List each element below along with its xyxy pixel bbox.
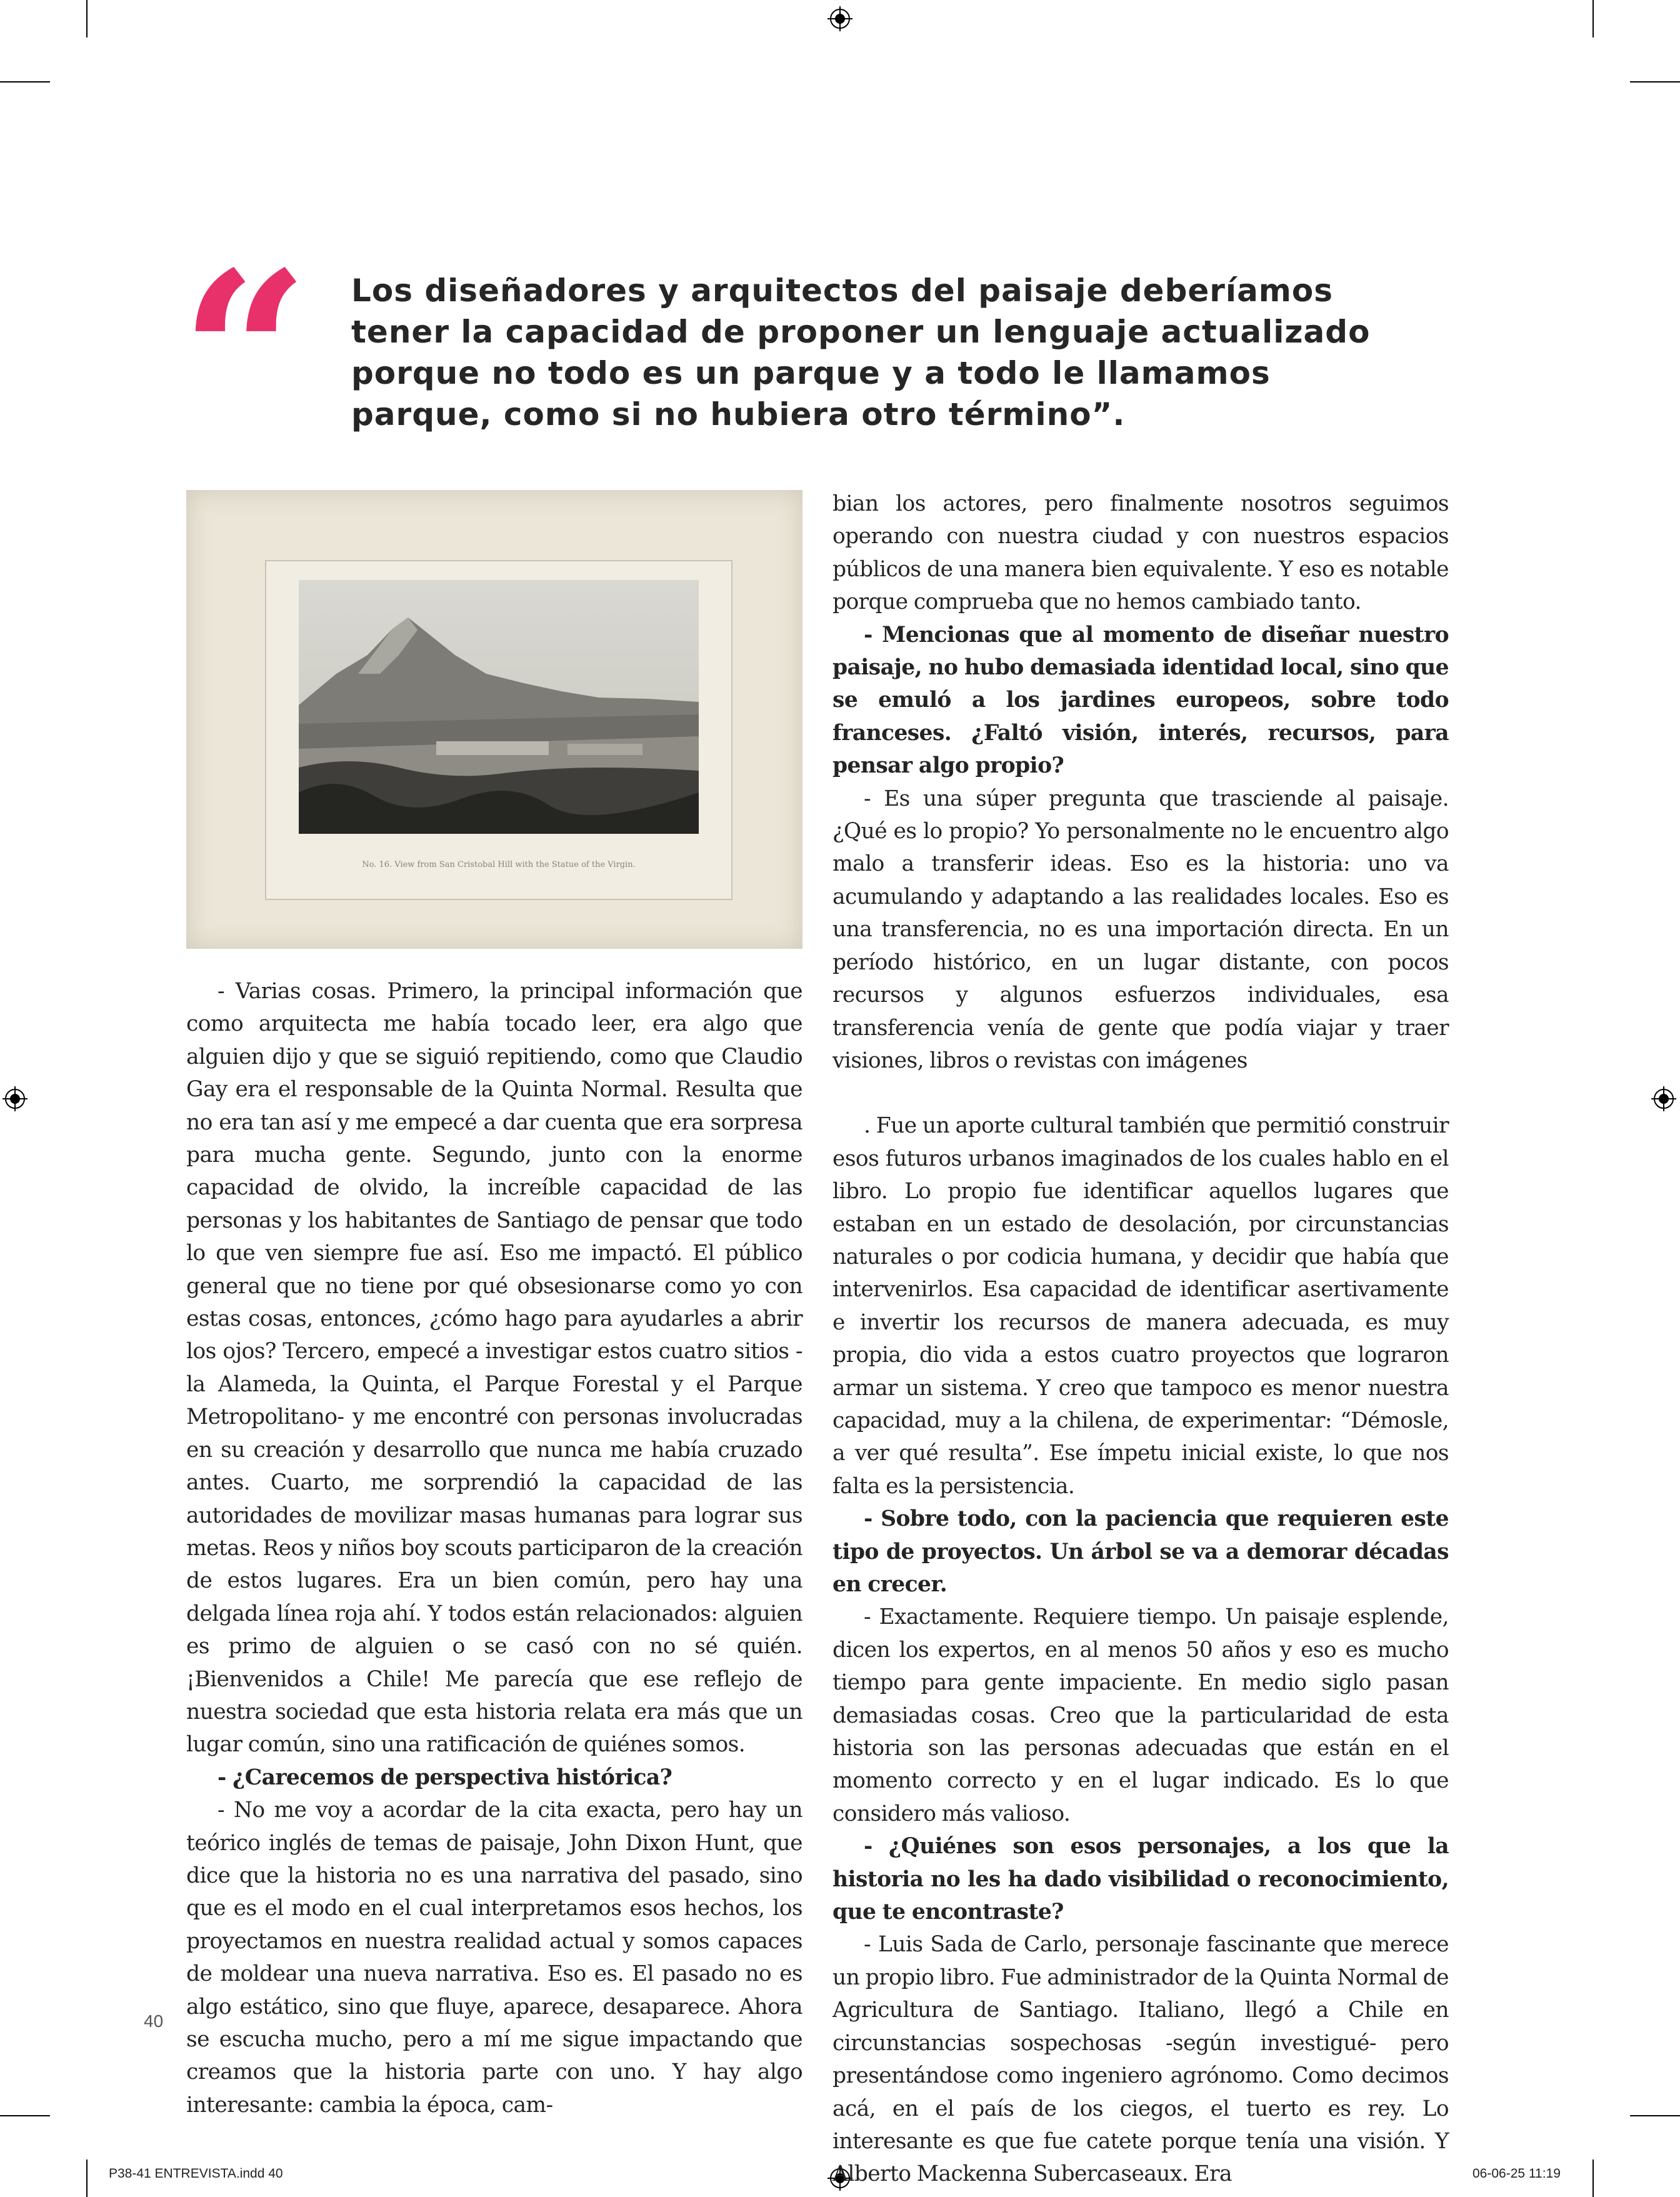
page-number: 40: [144, 2011, 164, 2031]
left-column: [186, 975, 802, 2121]
answer-paragraph: - Luis Sada de Carlo, personaje fascinante que merece un propio libro. Fue administrador de la Quinta Normal de Agricultura de Santiago. Italiano, llegó a Chile en circunstancias sospechosas -según investigué- pero presentándose como ingeniero agrónomo. Como decimos acá, en el país de los ciegos, el tuerto es rey. Lo interesante es que fue catete porque tenía una visión. Y Alberto Mackenna Subercaseaux. Era: [832, 1932, 1449, 2187]
answer-paragraph: - Es una súper pregunta que trasciende al paisaje. ¿Qué es lo propio? Yo personalmente no le encuentro algo malo a transferir ideas. Eso es la historia: uno va acumulando y adaptando a las realidades locales. Eso es una transferencia, no es una importación directa. En un período histórico, en un lugar distante, con pocos recursos y algunos esfuerzos individuales, esa transferencia venía de gente que podía viajar y traer visiones, libros o revistas con imágenes: [832, 786, 1449, 1073]
registration-mark-icon: [1651, 1086, 1676, 1111]
slug-datetime: 06-06-25 11:19: [1472, 2166, 1561, 2181]
pull-quote: Los diseñadores y arquitectos del paisaje deberíamos tener la capacidad de proponer un lenguaje actualizado porque no todo es un parque y a todo le llamamos parque, como si no hubiera otro término”.: [351, 273, 1371, 433]
question-paragraph: - ¿Quiénes son esos personajes, a los que la historia no les ha dado visibilidad o reconocimiento, que te encontraste?: [832, 1834, 1449, 1925]
crop-mark: [0, 81, 50, 83]
photo-mount: [265, 560, 732, 900]
answer-paragraph: - Varias cosas. Primero, la principal información que como arquitecta me había tocado leer, era algo que alguien dijo y que se siguió repitiendo, como que Claudio Gay era el responsable de la Quinta Normal. Resulta que no era tan así y me empecé a dar cuenta que era sorpresa para mucha gente. Segundo, junto con la enorme capacidad de olvido, la increíble capacidad de las personas y los habitantes de Santiago de pensar que todo lo que ven siempre fue así. Eso me impactó. El público general que no tiene por qué obsesionarse como yo con estas cosas, entonces, ¿cómo hago para ayudarles a abrir los ojos? Tercero, empecé a investigar estos cuatro sitios -la Alameda, la Quinta, el Parque Forestal y el Parque Metropolitano- y me encontré con personas involucradas en su creación y desarrollo que nunca me había cruzado antes. Cuarto, me sorprendió la capacidad de las autoridades de movilizar masas humanas para lograr sus metas. Reos y niños boy scouts participaron de la creación de estos lugares. Era un bien común, pero hay una delgada línea roja ahí. Y todos están relacionados: alguien es primo de alguien o se casó con no sé quién. ¡Bienvenidos a Chile! Me parecía que ese reflejo de nuestra sociedad que esta historia relata era más que un lugar común, sino una ratificación de quiénes somos.: [186, 979, 802, 1758]
registration-mark-icon: [2, 1086, 28, 1111]
answer-paragraph: - No me voy a acordar de la cita exacta, pero hay un teórico inglés de temas de paisaje, John Dixon Hunt, que dice que la historia no es una narrativa del pasado, sino que es el modo en el cual interpretamos esos hechos, los proyectamos en nuestra realidad actual y somos capaces de moldear una nueva narrativa. Eso es. El pasado no es algo estático, sino que fluye, aparece, desaparece. Ahora se escucha mucho, pero a mí me sigue impactando que creamos que la historia parte con uno. Y hay algo interesante: cambia la época, cam-: [186, 1798, 802, 2118]
question-paragraph: - Sobre todo, con la paciencia que requieren este tipo de proyectos. Un árbol se va a demorar décadas en crecer.: [832, 1506, 1449, 1597]
question-paragraph: - Mencionas que al momento de diseñar nuestro paisaje, no hubo demasiada identidad local, sino que se emuló a los jardines europeos, sobre todo franceses. ¿Faltó visión, interés, recursos, para pensar algo propio?: [832, 622, 1449, 779]
crop-mark: [86, 0, 88, 38]
crop-mark: [1630, 2115, 1680, 2116]
slug-filename: P38-41 ENTREVISTA.indd 40: [109, 2166, 283, 2181]
historic-photo: [186, 490, 802, 949]
answer-paragraph: . Fue un aporte cultural también que permitió construir esos futuros urbanos imaginados de los cuales hablo en el libro. Lo propio fue identificar aquellos lugares que estaban en un estado de desolación, por circunstancias naturales o por codicia humana, y decidir que había que intervenirlos. Esa capacidad de identificar asertivamente e invertir los recursos de manera adecuada, es muy propia, dio vida a estos cuatro proyectos que lograron armar un sistema. Y creo que tampoco es menor nuestra capacidad, muy a la chilena, de experimentar: “Démosle, a ver qué resulta”. Ese ímpetu inicial existe, lo que nos falta es la persistencia.: [832, 1113, 1449, 1499]
photo-print: [299, 580, 699, 834]
crop-mark: [1630, 81, 1680, 83]
crop-mark: [86, 2159, 88, 2197]
continued-paragraph: bian los actores, pero finalmente nosotros seguimos operando con nuestra ciudad y con nuestros espacios públicos de una manera bien equivalente. Y eso es notable porque comprueba que no hemos cambiado tanto.: [832, 491, 1449, 615]
landscape-image: [299, 580, 699, 834]
crop-mark: [1592, 2159, 1594, 2197]
answer-paragraph: - Exactamente. Requiere tiempo. Un paisaje esplende, dicen los expertos, en al menos 50 años y eso es mucho tiempo para gente impaciente. En medio siglo pasan demasiadas cosas. Creo que la particularidad de esta historia son las personas adecuadas que están en el momento correcto y en el lugar indicado. Es lo que considero más valioso.: [832, 1604, 1449, 1826]
photo-caption: No. 16. View from San Cristobal Hill with the Statue of the Virgin.: [362, 860, 636, 869]
right-column: [832, 488, 1449, 2191]
crop-mark: [1592, 0, 1594, 38]
quote-mark-icon: “: [180, 223, 291, 487]
registration-mark-icon: [828, 6, 852, 31]
question-paragraph: - ¿Carecemos de perspectiva histórica?: [218, 1764, 672, 1790]
crop-mark: [0, 2115, 50, 2116]
